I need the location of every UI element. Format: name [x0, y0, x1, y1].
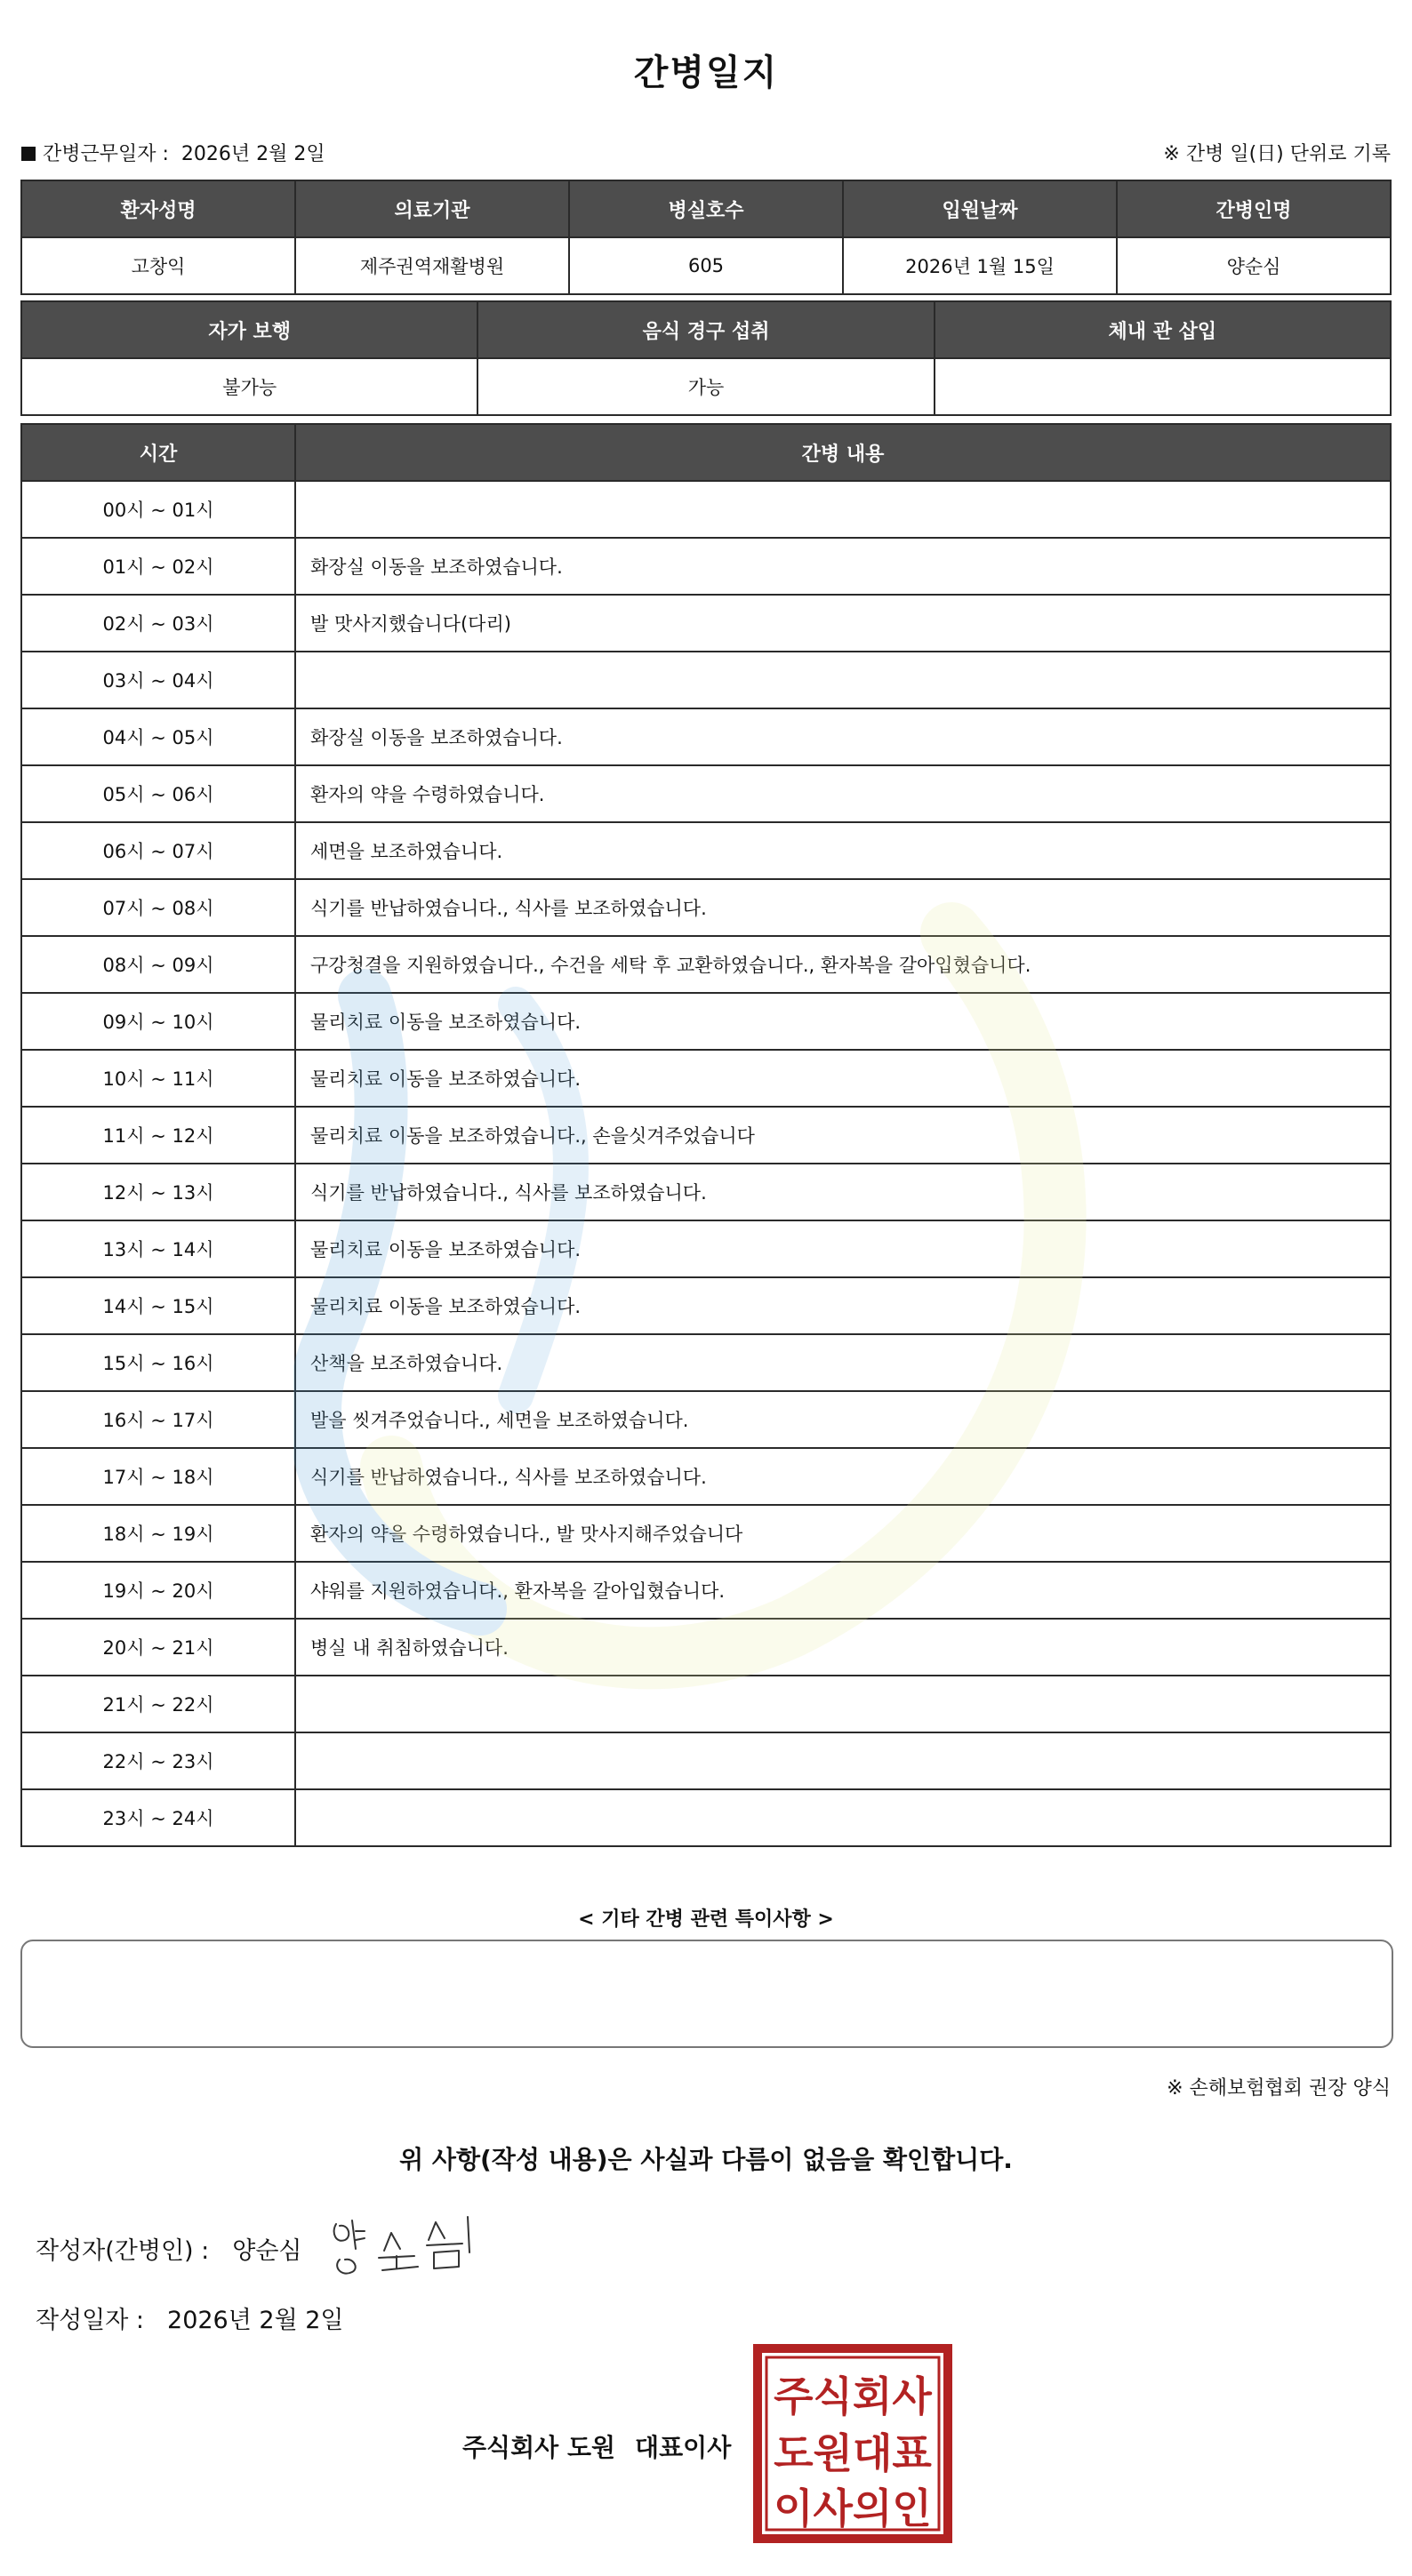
content-cell: 물리치료 이동을 보조하였습니다., 손을싯겨주었습니다	[295, 1107, 1391, 1164]
time-cell: 03시 ~ 04시	[21, 652, 295, 708]
content-cell: 세면을 보조하였습니다.	[295, 822, 1391, 879]
room-number: 605	[569, 237, 843, 294]
time-cell: 22시 ~ 23시	[21, 1732, 295, 1789]
medical-institution: 제주권역재활병원	[295, 237, 569, 294]
page-title: 간병일지	[633, 52, 779, 93]
company-line	[462, 2428, 731, 2464]
patient-name: 고창익	[21, 237, 295, 294]
work-date	[21, 139, 325, 166]
content-cell: 구강청결을 지원하였습니다., 수건을 세탁 후 교환하였습니다., 환자복을 갈아입혔습니다.	[295, 936, 1391, 993]
time-cell: 18시 ~ 19시	[21, 1505, 295, 1562]
table-row	[21, 481, 1391, 538]
care-log-table	[20, 423, 1392, 1847]
time-cell: 00시 ~ 01시	[21, 481, 295, 538]
content-cell	[295, 652, 1391, 708]
special-notes-title: < 기타 간병 관련 특이사항 >	[578, 1908, 834, 1931]
table-row	[21, 765, 1391, 822]
content-cell: 물리치료 이동을 보조하였습니다.	[295, 1050, 1391, 1107]
time-cell: 05시 ~ 06시	[21, 765, 295, 822]
patient-info-table	[20, 180, 1392, 295]
writer-name: 양순심	[232, 2237, 302, 2265]
header-room-number: 병실호수	[569, 180, 843, 237]
content-cell	[295, 481, 1391, 538]
content-cell: 산책을 보조하였습니다.	[295, 1334, 1391, 1391]
company-seal	[752, 2343, 953, 2544]
table-row	[21, 1220, 1391, 1277]
work-date-value: 2026년 2월 2일	[181, 143, 325, 165]
ceo-title: 대표이사	[635, 2433, 732, 2462]
table-row	[21, 1562, 1391, 1619]
seal-line-1: 주식회사	[774, 2372, 932, 2420]
writer-line	[36, 2231, 302, 2266]
table-row	[21, 1107, 1391, 1164]
content-cell: 식기를 반납하였습니다., 식사를 보조하였습니다.	[295, 879, 1391, 936]
table-row	[21, 1334, 1391, 1391]
association-note: ※ 손해보험협회 권장 양식	[1167, 2077, 1391, 2100]
self-walking-value: 불가능	[21, 358, 477, 415]
time-cell: 01시 ~ 02시	[21, 538, 295, 595]
table-row	[21, 1676, 1391, 1732]
table-row	[21, 1505, 1391, 1562]
table-row	[21, 1732, 1391, 1789]
writer-label: 작성자(간병인) :	[36, 2237, 210, 2265]
header-patient-name: 환자성명	[21, 180, 295, 237]
time-cell: 02시 ~ 03시	[21, 595, 295, 652]
unit-note: ※ 간병 일(日) 단위로 기록	[1163, 143, 1391, 165]
content-cell: 화장실 이동을 보조하였습니다.	[295, 538, 1391, 595]
work-date-label: 간병근무일자 :	[43, 143, 169, 165]
content-cell: 샤워를 지원하였습니다., 환자복을 갈아입혔습니다.	[295, 1562, 1391, 1619]
header-care-content: 간병 내용	[295, 424, 1391, 481]
content-cell: 식기를 반납하였습니다., 식사를 보조하였습니다.	[295, 1164, 1391, 1220]
header-time: 시간	[21, 424, 295, 481]
caregiver-name: 양순심	[1117, 237, 1391, 294]
time-cell: 21시 ~ 22시	[21, 1676, 295, 1732]
confirmation-statement: 위 사항(작성 내용)은 사실과 다름이 없음을 확인합니다.	[399, 2145, 1013, 2174]
table-row	[21, 1619, 1391, 1676]
time-cell: 20시 ~ 21시	[21, 1619, 295, 1676]
time-cell: 06시 ~ 07시	[21, 822, 295, 879]
oral-intake-value: 가능	[477, 358, 934, 415]
time-cell: 17시 ~ 18시	[21, 1448, 295, 1505]
table-row	[21, 1448, 1391, 1505]
time-cell: 10시 ~ 11시	[21, 1050, 295, 1107]
tube-insertion-value	[935, 358, 1391, 415]
content-cell: 식기를 반납하였습니다., 식사를 보조하였습니다.	[295, 1448, 1391, 1505]
table-row	[21, 1391, 1391, 1448]
header-medical-institution: 의료기관	[295, 180, 569, 237]
content-cell	[295, 1789, 1391, 1846]
seal-line-3: 이사의인	[774, 2484, 932, 2532]
content-cell: 물리치료 이동을 보조하였습니다.	[295, 1277, 1391, 1334]
content-cell: 물리치료 이동을 보조하였습니다.	[295, 993, 1391, 1050]
square-bullet-icon	[21, 147, 36, 161]
special-notes-box	[20, 1940, 1393, 2048]
table-row	[21, 595, 1391, 652]
table-row	[21, 936, 1391, 993]
content-cell: 발 맛사지했습니다(다리)	[295, 595, 1391, 652]
table-row	[21, 652, 1391, 708]
header-tube-insertion: 체내 관 삽입	[935, 301, 1391, 358]
table-row	[21, 708, 1391, 765]
write-date-value: 2026년 2월 2일	[167, 2307, 344, 2334]
content-cell	[295, 1732, 1391, 1789]
content-cell: 병실 내 취침하였습니다.	[295, 1619, 1391, 1676]
time-cell: 11시 ~ 12시	[21, 1107, 295, 1164]
time-cell: 13시 ~ 14시	[21, 1220, 295, 1277]
write-date-label: 작성일자 :	[36, 2307, 145, 2334]
handwritten-signature	[329, 2204, 498, 2284]
header-self-walking: 자가 보행	[21, 301, 477, 358]
time-cell: 14시 ~ 15시	[21, 1277, 295, 1334]
content-cell: 환자의 약을 수령하였습니다., 발 맛사지해주었습니다	[295, 1505, 1391, 1562]
header-caregiver-name: 간병인명	[1117, 180, 1391, 237]
table-row	[21, 538, 1391, 595]
time-cell: 09시 ~ 10시	[21, 993, 295, 1050]
content-cell: 물리치료 이동을 보조하였습니다.	[295, 1220, 1391, 1277]
time-cell: 12시 ~ 13시	[21, 1164, 295, 1220]
table-row	[21, 822, 1391, 879]
table-row	[21, 879, 1391, 936]
time-cell: 04시 ~ 05시	[21, 708, 295, 765]
time-cell: 15시 ~ 16시	[21, 1334, 295, 1391]
table-row	[21, 1277, 1391, 1334]
content-cell: 발을 씻겨주었습니다., 세면을 보조하였습니다.	[295, 1391, 1391, 1448]
write-date-line	[36, 2300, 344, 2335]
table-row	[21, 1050, 1391, 1107]
table-row	[21, 993, 1391, 1050]
time-cell: 08시 ~ 09시	[21, 936, 295, 993]
time-cell: 07시 ~ 08시	[21, 879, 295, 936]
time-cell: 23시 ~ 24시	[21, 1789, 295, 1846]
patient-status-table	[20, 300, 1392, 416]
header-oral-intake: 음식 경구 섭취	[477, 301, 934, 358]
time-cell: 16시 ~ 17시	[21, 1391, 295, 1448]
content-cell	[295, 1676, 1391, 1732]
seal-line-2: 도원대표	[774, 2429, 932, 2477]
company-name: 주식회사 도원	[462, 2433, 616, 2462]
content-cell: 화장실 이동을 보조하였습니다.	[295, 708, 1391, 765]
table-row	[21, 1789, 1391, 1846]
table-row	[21, 1164, 1391, 1220]
time-cell: 19시 ~ 20시	[21, 1562, 295, 1619]
header-admission-date: 입원날짜	[843, 180, 1117, 237]
content-cell: 환자의 약을 수령하였습니다.	[295, 765, 1391, 822]
admission-date: 2026년 1월 15일	[843, 237, 1117, 294]
